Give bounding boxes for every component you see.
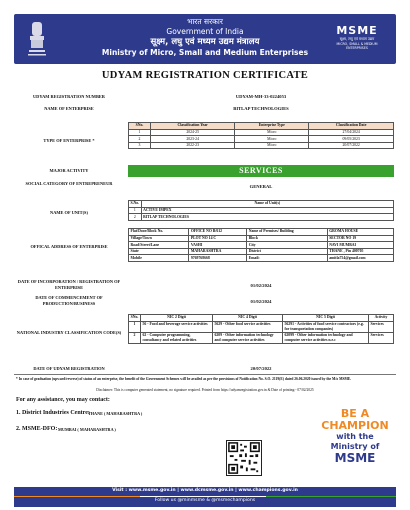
table-cell: 5629 - Other food service activities [213,321,283,332]
address-label: OFFICAL ADDRESS OF ENTERPRISE [30,244,108,249]
table-cell: PLOT NO 14 C [189,235,247,242]
commencement-value: 01/02/2024 [250,299,272,304]
table-cell: NAVI MUMBAI [327,242,393,249]
table-row [129,214,394,221]
table-row [129,321,394,332]
units-table [128,200,394,221]
table-cell: amitla754@gmail.com [327,255,393,262]
table-cell: 2023-24 [151,136,235,143]
table-row [129,129,394,136]
champion-line: MSME [334,451,376,465]
footer-visit-links[interactable]: Visit : www.msme.gov.in | www.dcmsme.gov.in | www.champions.gov.in [112,488,298,493]
major-activity-label: MAJOR ACTIVITY [49,168,89,173]
table-row [129,136,394,143]
incorporation-label: DATE OF INCORPORATION / REGISTRATION OF ENTERPRISE [17,279,121,290]
table-cell: 09/05/2023 [309,136,394,143]
table-cell: THANE , Pin 400705 [327,248,393,255]
tricolor-stripe [14,496,396,497]
msme-logo-hindi: सूक्ष्म, लघु एवं मध्यम उद्यम [339,37,375,41]
table-row [129,207,394,214]
column-header: Classification Year [151,123,235,130]
table-cell: ACTIVE IMPEX [141,207,393,214]
government-heading [84,17,326,58]
table-cell: 2 [129,332,141,343]
address-table [128,228,394,262]
incorporation-value: 01/02/2024 [250,283,272,288]
table-cell: 62 - Computer programming, consultancy and related activities [141,332,213,343]
table-cell: VASHI [189,242,247,249]
champion-line: CHAMPION [321,419,389,432]
column-header: Activity [369,315,394,322]
table-cell: MAHARASHTRA [189,248,247,255]
table-cell: GROMA HOUSE [327,229,393,236]
enterprise-name-label: NAME OF ENTERPRISE [44,106,94,111]
table-cell: 3 [129,142,151,149]
national-emblem-icon [24,18,50,60]
table-cell: Micro [235,142,309,149]
dfo-contact-label: 2. MSME-DFO: [16,426,58,432]
table-header-row [129,201,394,208]
table-cell: Mobile [129,255,189,262]
hindi-ministry-text: सूक्ष्म, लघु एवं मध्यम उद्यम मंत्रालय [150,37,260,47]
dfo-contact-value: MUMBAI ( MAHARASHTRA ) [58,427,116,432]
udyam-date-value: 20/07/2022 [250,366,272,371]
major-activity-value: SERVICES [128,165,394,177]
column-header: SNo. [129,315,141,322]
table-cell: 2022-23 [151,142,235,149]
table-cell: 2 [129,136,151,143]
graduation-footnote: * In case of graduation (upward/reverse) of status of an enterprise, the benefit of the Government Schemes will be availed as per the provisions of Notification No. S.O. 2119(E) dated 26.06.2020 issued by the M/o MSME. [16,377,352,381]
social-category-value: GENERAL [249,184,273,189]
reg-number-value: UDYAM-MH-33-0224053 [235,94,287,99]
table-cell: 1 [129,129,151,136]
table-cell: Services [369,321,394,332]
enterprise-type-label: TYPE OF ENTERPRISE * [43,138,95,143]
social-category-label: SOCIAL CATEGORY OF ENTREPRENEUR [25,181,113,186]
reg-number-label: UDYAM REGISTRATION NUMBER [33,94,105,99]
msme-logo-subtitle: MICRO, SMALL & MEDIUM ENTERPRISES [336,42,378,50]
column-header: Enterprise Type [235,123,309,130]
table-cell: Block [247,235,327,242]
udyam-date-label: DATE OF UDYAM REGISTRATION [33,366,105,371]
table-cell: OFFICE NO B/612 [189,229,247,236]
table-cell: Village/Town [129,235,189,242]
dic-contact-value: THANE ( MAHARASHTRA ) [88,411,143,416]
qr-code-icon [226,440,262,476]
table-row [129,248,394,255]
certificate-title: UDYAM REGISTRATION CERTIFICATE [101,70,309,81]
column-header: SNo. [129,123,151,130]
commencement-label: DATE OF COMMENCEMENT OF PRODUCTION/BUSINESS [35,295,103,306]
column-header: S.No. [130,201,140,206]
footer-follow[interactable]: Follow us @minmsme & @msmechampions [154,498,256,503]
ministry-text: Ministry of Micro, Small and Medium Enterprises [101,48,309,57]
table-cell: 20/07/2022 [309,142,394,149]
column-header: NIC 5 Digit [283,315,369,322]
champion-line: with the [336,432,374,441]
champion-promo [316,408,394,464]
table-header-row [129,123,394,130]
table-header-row [129,315,394,322]
table-cell: State [129,248,189,255]
table-cell: 2 [129,214,142,221]
table-cell: BITLAP TECHNOLOGIES [141,214,393,221]
table-row [129,255,394,262]
table-cell: Micro [235,136,309,143]
header-banner [14,14,396,64]
table-cell: 9769768668 [189,255,247,262]
table-cell: 1 [129,321,141,332]
table-cell: 62099 - Other information technology and computer service activities n.e.c [283,332,369,343]
table-cell: 56 - Food and beverage service activities [141,321,213,332]
enterprise-type-table [128,122,394,149]
government-text: Government of India [166,27,244,36]
dic-contact-label: 1. District Industries Centre: [16,410,90,416]
column-header: Name of Unit(s) [141,201,393,208]
disclaimer: Disclaimer: This is computer generated statement, no signature required. Printed from https://udyamregistration.gov.in & Date of printing:- 07/02/2025 [96,388,314,392]
table-row [129,229,394,236]
table-row [129,242,394,249]
hindi-government-text: भारत सरकार [187,17,223,26]
nic-table [128,314,394,344]
table-row [129,332,394,343]
table-cell: 27/04/2024 [309,129,394,136]
column-header: Classification Date [309,123,394,130]
table-cell: Services [369,332,394,343]
table-cell: Email: [247,255,327,262]
champion-line: BE A [340,407,370,420]
table-row [129,235,394,242]
units-label: NAME OF UNIT(S) [50,210,88,215]
table-cell: District [247,248,327,255]
table-cell: Flat/Door/Block No. [129,229,189,236]
footer-bar [14,487,396,507]
table-cell: 1 [129,207,142,214]
champion-line: Ministry of [330,442,380,451]
table-cell: Name of Premises/ Building [247,229,327,236]
table-cell: Road/Street/Lane [129,242,189,249]
nic-label: NATIONAL INDUSTRY CLASSIFICATION CODE(S) [16,330,122,335]
table-cell: City [247,242,327,249]
column-header: NIC 4 Digit [213,315,283,322]
table-cell: SECTOR NO 19 [327,235,393,242]
assistance-heading: For any assistance, you may contact: [16,397,110,403]
msme-logo [326,24,388,50]
enterprise-name-value: BITLAP TECHNOLOGIES [233,106,289,111]
msme-logo-text: MSME [336,24,378,37]
column-header: NIC 2 Digit [141,315,213,322]
table-cell: 2024-25 [151,129,235,136]
table-cell: 56291 - Activities of food service contractors (e.g. for transportation companies) [283,321,369,332]
divider [14,374,396,375]
table-cell: 6209 - Other information technology and computer service activities [213,332,283,343]
table-cell: Micro [235,129,309,136]
table-row [129,142,394,149]
